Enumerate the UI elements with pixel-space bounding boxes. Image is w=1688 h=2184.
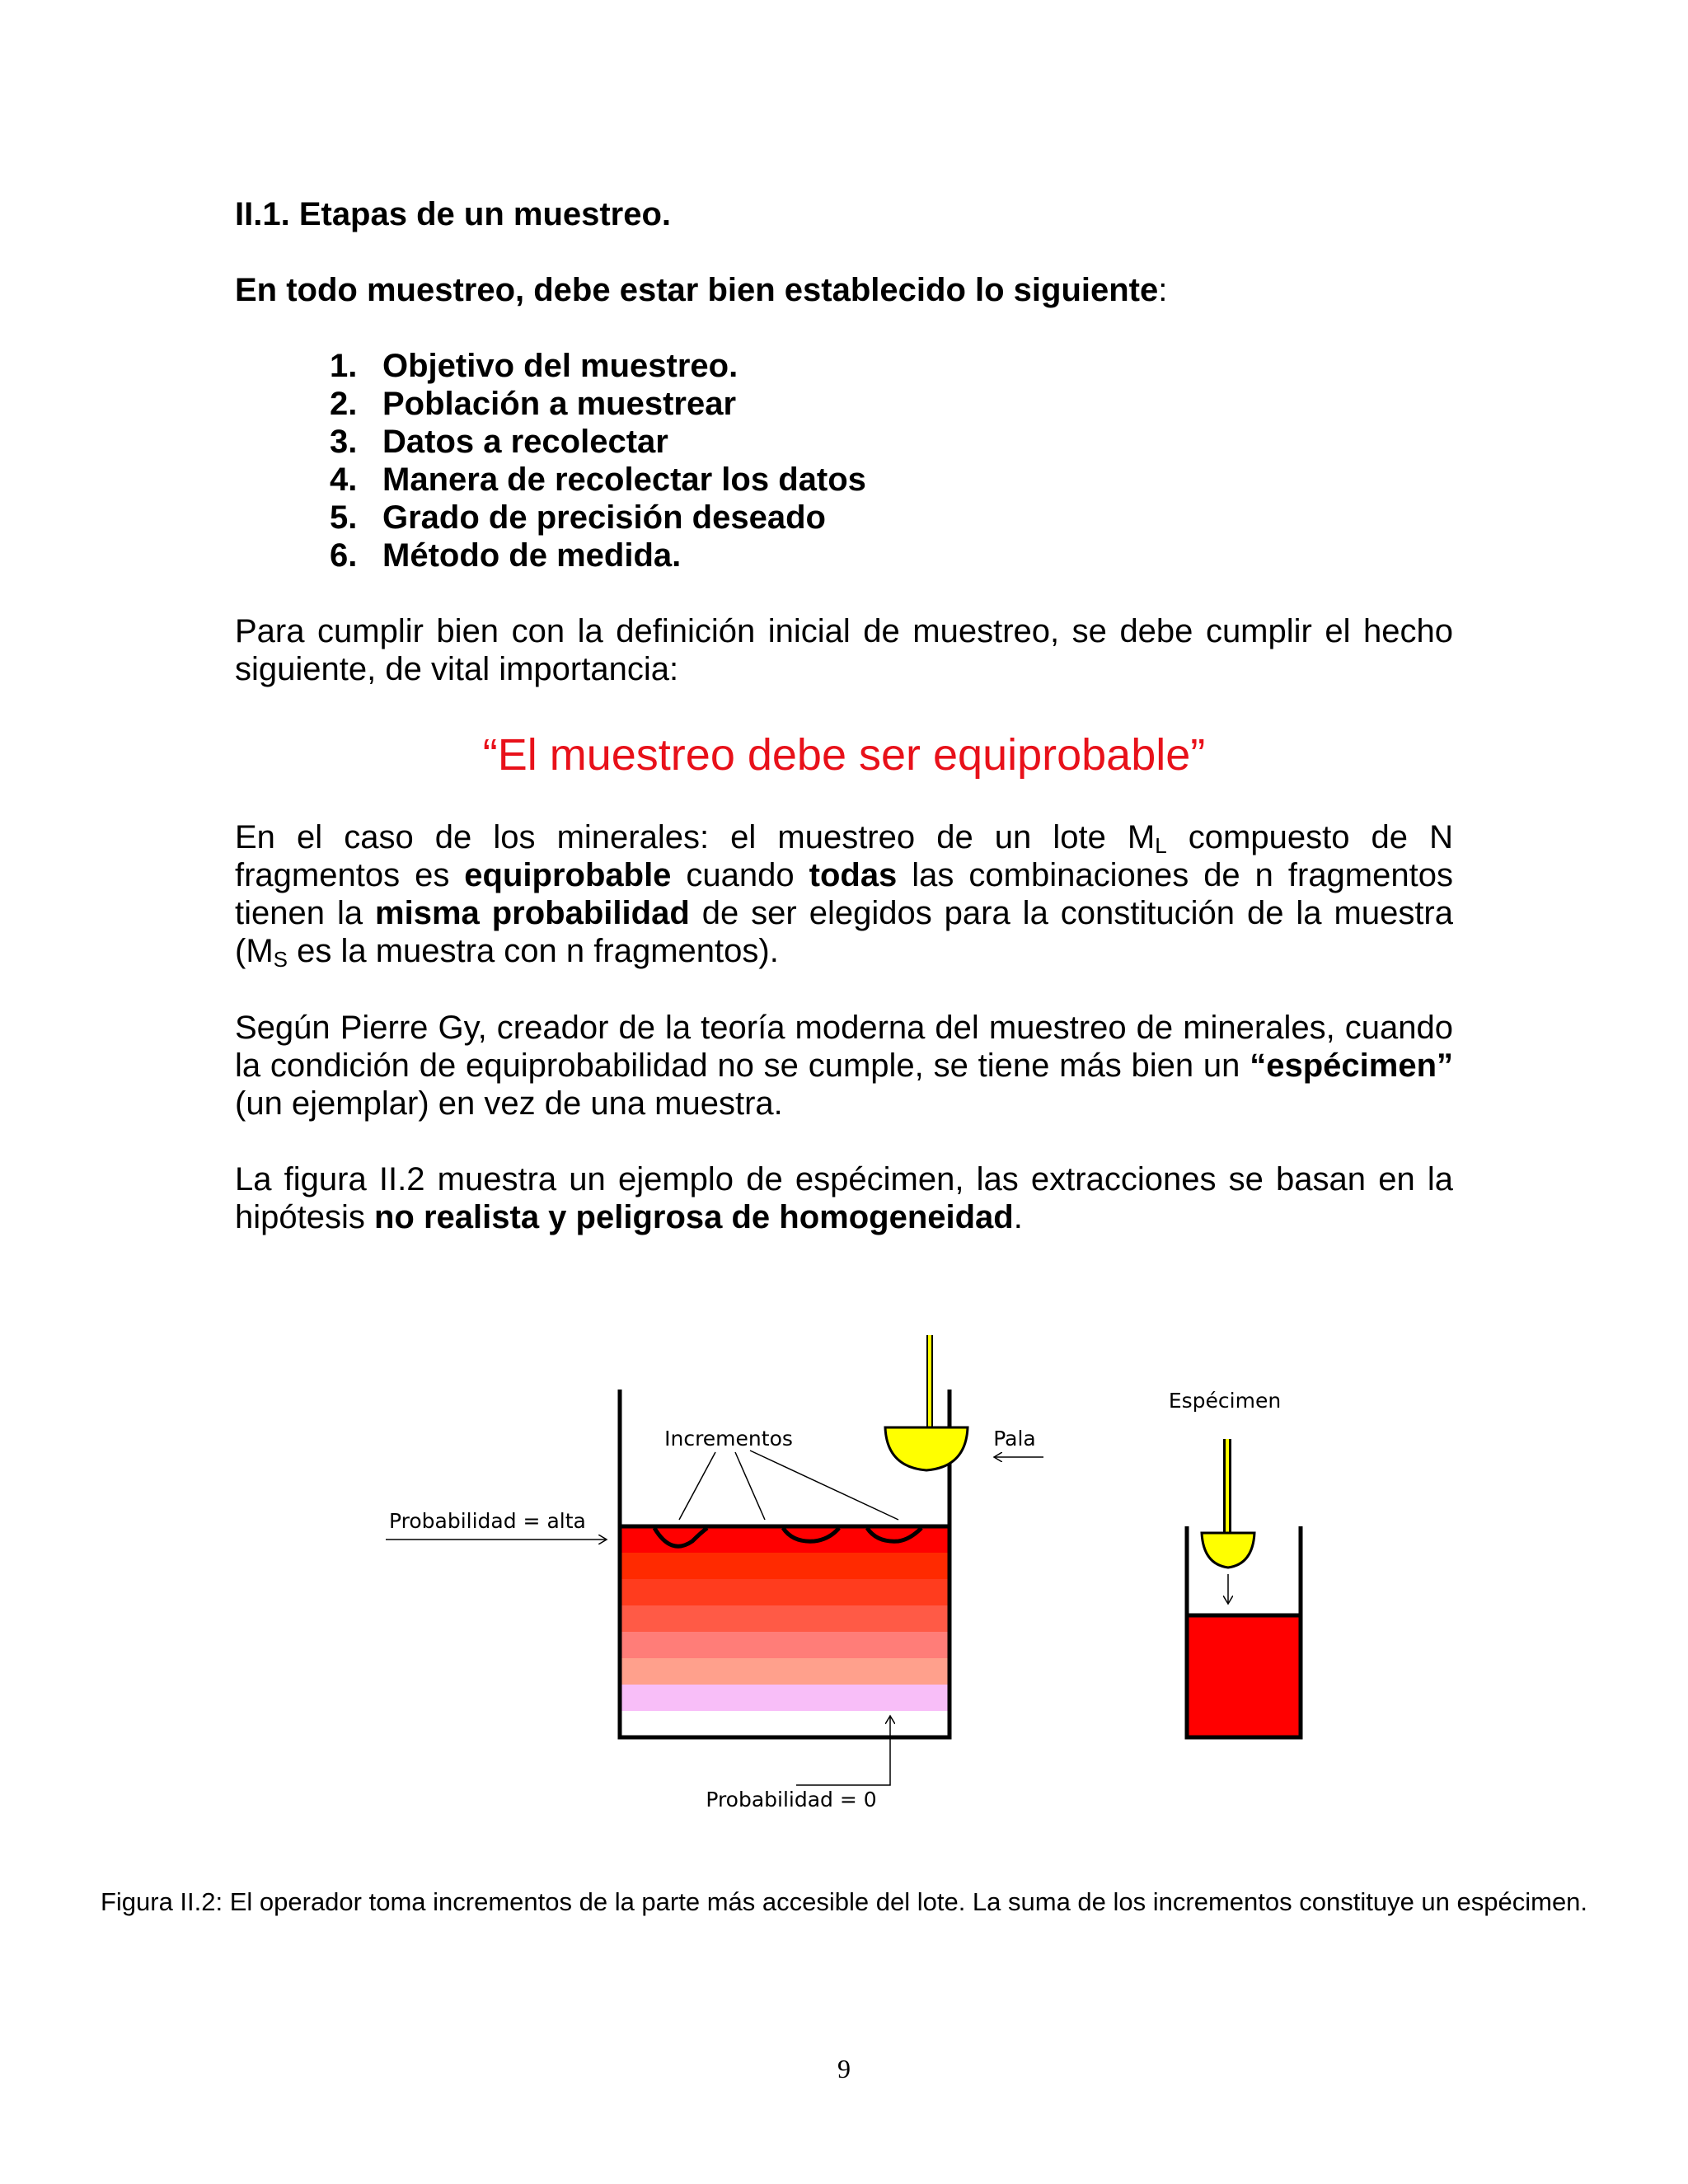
list-item-text: Objetivo del muestreo. [382, 348, 738, 384]
lot-layers [620, 1526, 950, 1736]
layer-5 [620, 1632, 950, 1658]
intro-text [235, 271, 1453, 309]
list-item [330, 423, 866, 461]
p3-bold: “espécimen” [1250, 1047, 1453, 1084]
layer-4 [620, 1605, 950, 1632]
p3-text: (un ejemplar) en vez de una muestra. [235, 1085, 783, 1122]
p4-bold: no realista y peligrosa de homogeneidad [373, 1199, 1014, 1235]
list-item-number: 5. [330, 499, 358, 536]
layer-2 [620, 1553, 950, 1579]
paragraph-1: Para cumplir bien con la definición inicial de muestreo, se debe cumplir el hecho siguiente, de vital importancia: [235, 613, 1453, 687]
label-increments: Incrementos [664, 1427, 793, 1451]
intro-bold-text: En todo muestreo, debe estar bien establecido lo siguiente [235, 272, 1159, 308]
p2-bold: equiprobable [464, 857, 672, 893]
list-item-number: 2. [330, 386, 358, 422]
p2-text: compuesto de N fragmentos es [235, 819, 1453, 893]
p2-text: las combinaciones de n fragmentos tienen la [235, 857, 1453, 931]
list-item [330, 461, 866, 499]
p2-text: de ser elegidos para la constitución de la muestra (M [235, 895, 1453, 969]
p2-subscript-s: S [273, 947, 288, 972]
section-heading: II.1. Etapas de un muestreo. [235, 196, 672, 232]
list-item [330, 385, 866, 423]
list-item-text: Método de medida. [382, 537, 682, 574]
specimen-fill [1187, 1615, 1301, 1737]
layer-6 [620, 1658, 950, 1685]
list-item-number: 4. [330, 462, 358, 498]
list-item-text: Manera de recolectar los datos [382, 462, 866, 498]
list-item [330, 347, 866, 385]
p4-text: La figura II.2 muestra un ejemplo de espécimen, las extracciones se basan en la hipótesis [235, 1161, 1453, 1235]
leader-line [735, 1452, 765, 1520]
highlight-quote: “El muestreo debe ser equiprobable” [482, 730, 1206, 780]
p2-text: es la muestra con n fragmentos). [287, 933, 779, 969]
shovel-icon [885, 1335, 968, 1470]
p2-bold: todas [809, 857, 898, 893]
intro-suffix: : [1158, 272, 1168, 308]
list-item-number: 3. [330, 424, 358, 460]
list-item-number: 6. [330, 537, 358, 574]
p2-text: En el caso de los minerales: el muestreo de un lote M [235, 819, 1156, 855]
page-number: 9 [837, 2054, 851, 2083]
requirements-list [330, 347, 866, 574]
paragraph-3 [235, 1009, 1453, 1122]
list-item [330, 499, 866, 537]
label-probability-high: Probabilidad = alta [389, 1509, 586, 1533]
figure-ii-2 [363, 1335, 1319, 1821]
figure-caption: Figura II.2: El operador toma incrementos de la parte más accesible del lote. La suma de los incrementos constituye un espécimen. [100, 1887, 1588, 1916]
p4-text: . [1013, 1199, 1023, 1235]
paragraph-4 [235, 1160, 1453, 1236]
p2-subscript-l: L [1155, 833, 1167, 858]
list-item-text: Grado de precisión deseado [382, 499, 826, 536]
p2-bold: misma probabilidad [375, 895, 690, 931]
specimen-shovel-icon [1202, 1439, 1254, 1568]
figure-diagram [363, 1335, 1319, 1821]
list-item-number: 1. [330, 348, 358, 384]
p3-text: Según Pierre Gy, creador de la teoría moderna del muestreo de minerales, cuando la condición de equiprobabilidad no se cumple, se tiene más bien un [235, 1010, 1453, 1084]
paragraph-2 [235, 818, 1453, 970]
list-item-text: Datos a recolectar [382, 424, 668, 460]
label-shovel: Pala [993, 1427, 1036, 1451]
layer-7 [620, 1685, 950, 1711]
layer-8 [620, 1711, 950, 1736]
list-item [330, 537, 866, 574]
leader-line [750, 1451, 898, 1520]
label-specimen: Espécimen [1168, 1389, 1282, 1413]
list-item-text: Población a muestrear [382, 386, 737, 422]
p2-text: cuando [671, 857, 809, 893]
leader-line [679, 1452, 715, 1520]
layer-3 [620, 1579, 950, 1605]
label-probability-zero: Probabilidad = 0 [706, 1788, 877, 1811]
